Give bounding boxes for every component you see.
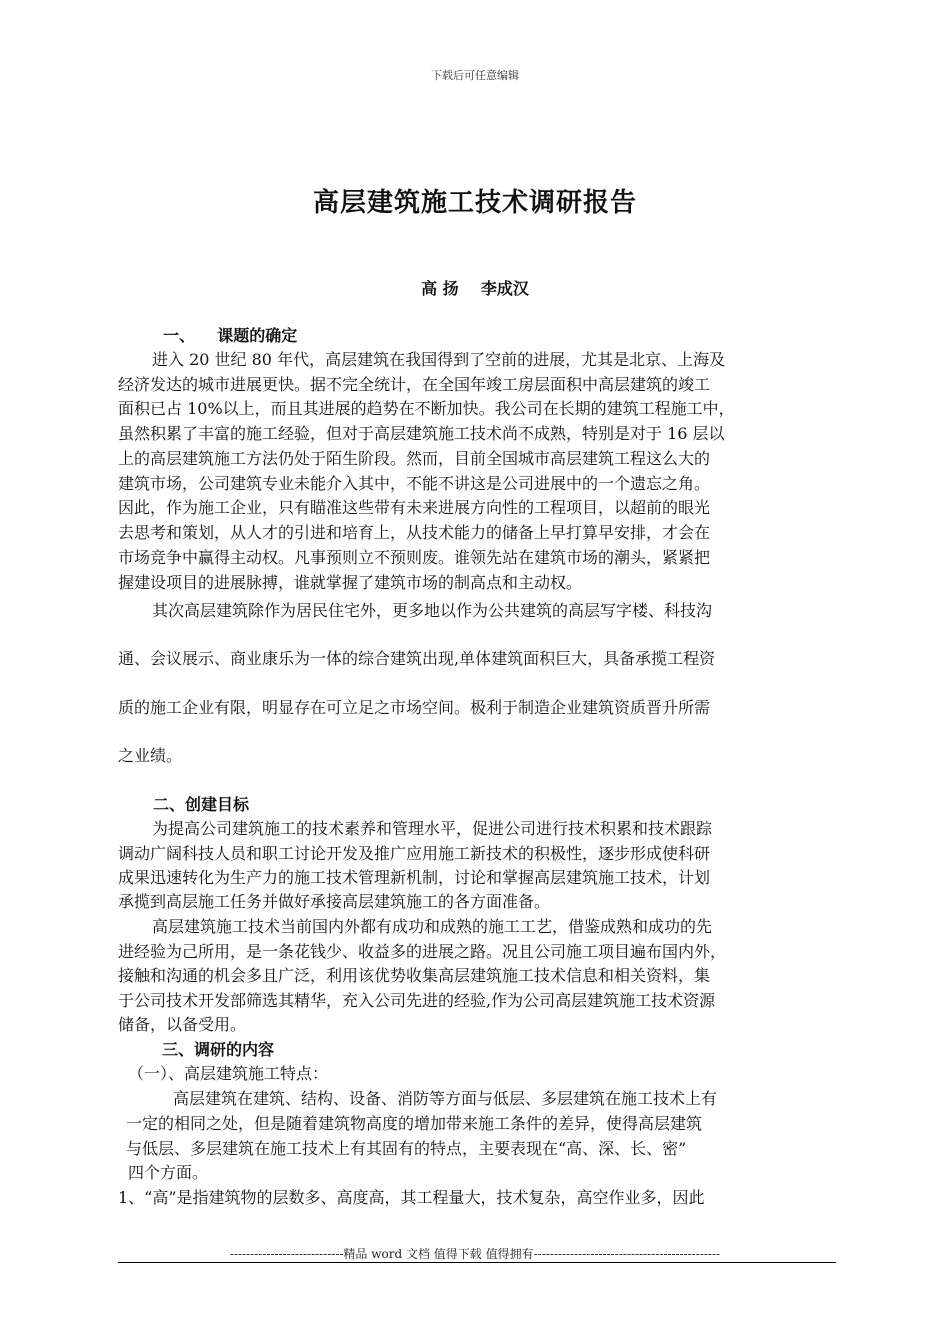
header-note: 下载后可任意编辑 [431, 69, 519, 82]
paragraph-line: 通、会议展示、商业康乐为一体的综合建筑出现,单体建筑面积巨大，具备承揽工程资 [118, 649, 716, 668]
paragraph-line: 接触和沟通的机会多且广泛，利用该优势收集高层建筑施工技术信息和相关资料，集 [118, 966, 711, 985]
paragraph-line: 四个方面。 [128, 1163, 209, 1182]
authors: 高 扬 李成汉 [421, 279, 529, 298]
paragraph-line: 成果迅速转化为生产力的施工技术管理新机制，讨论和掌握高层建筑施工技术，计划 [118, 868, 711, 887]
paragraph-line: 进入 20 世纪 80 年代，高层建筑在我国得到了空前的进展，尤其是北京、上海及 [152, 350, 726, 369]
page-title: 高层建筑施工技术调研报告 [312, 188, 637, 218]
paragraph-line: 质的施工企业有限，明显存在可立足之市场空间。极利于制造企业建筑资质晋升所需 [118, 698, 711, 717]
paragraph-line: 虽然积累了丰富的施工经验，但对于高层建筑施工技术尚不成熟，特别是对于 16 层以 [118, 424, 725, 443]
paragraph-line: 上的高层建筑施工方法仍处于陌生阶段。然而，目前全国城市高层建筑工程这么大的 [118, 449, 711, 468]
section-3-heading: 三、调研的内容 [162, 1040, 275, 1059]
section-2-heading: 二、创建目标 [153, 795, 250, 814]
paragraph-line: 之业绩。 [118, 746, 183, 765]
footer-divider [118, 1262, 836, 1263]
paragraph-line: 为提高公司建筑施工的技术素养和管理水平，促进公司进行技术积累和技术跟踪 [152, 819, 713, 838]
paragraph-line: 经济发达的城市进展更快。据不完全统计，在全国年竣工房层面积中高层建筑的竣工 [118, 375, 711, 394]
paragraph-line: 储备，以备受用。 [118, 1015, 247, 1034]
paragraph-line: 高层建筑施工技术当前国内外都有成功和成熟的施工工艺，借鉴成熟和成功的先 [152, 917, 713, 936]
paragraph-line: 承揽到高层施工任务并做好承接高层建筑施工的各方面准备。 [118, 892, 551, 911]
paragraph-line: 一定的相同之处，但是随着建筑物高度的增加带来施工条件的差异，使得高层建筑 [126, 1114, 703, 1133]
paragraph-line: 与低层、多层建筑在施工技术上有其固有的特点，主要表现在“高、深、长、密” [126, 1139, 687, 1158]
footer-note: ----------------------------精品 word 文档 值得下载 值得拥有---------------------------------------------- [229, 1247, 721, 1261]
paragraph-line: 因此，作为施工企业，只有瞄准这些带有未来进展方向性的工程项目，以超前的眼光 [118, 498, 711, 517]
paragraph-line: 握建设项目的进展脉搏，谁就掌握了建筑市场的制高点和主动权。 [118, 573, 583, 592]
paragraph-line: 去思考和策划，从人才的引进和培育上，从技术能力的储备上早打算早安排，才会在 [118, 523, 711, 542]
paragraph-line: 于公司技术开发部筛选其精华，充入公司先进的经验,作为公司高层建筑施工技术资源 [118, 991, 716, 1010]
paragraph-line: 面积已占 10%以上，而且其进展的趋势在不断加快。我公司在长期的建筑工程施工中， [118, 399, 735, 418]
paragraph-line: 进经验为己所用，是一条花钱少、收益多的进展之路。况且公司施工项目遍布国内外， [118, 942, 727, 961]
paragraph-line: 市场竞争中赢得主动权。凡事预则立不预则废。谁领先站在建筑市场的潮头，紧紧把 [118, 548, 711, 567]
section-1-heading: 一、 课题的确定 [163, 326, 298, 345]
list-item: 1、“高”是指建筑物的层数多、高度高，其工程量大，技术复杂，高空作业多，因此 [118, 1188, 705, 1207]
subsection-heading: （一）、高层建筑施工特点： [128, 1064, 329, 1083]
paragraph-line: 其次高层建筑除作为居民住宅外，更多地以作为公共建筑的高层写字楼、科技沟 [152, 601, 713, 620]
paragraph-line: 调动广阔科技人员和职工讨论开发及推广应用施工新技术的积极性，逐步形成使科研 [118, 844, 711, 863]
paragraph-line: 高层建筑在建筑、结构、设备、消防等方面与低层、多层建筑在施工技术上有 [173, 1089, 718, 1108]
paragraph-line: 建筑市场，公司建筑专业未能介入其中，不能不讲这是公司进展中的一个遗忘之角。 [118, 474, 711, 493]
